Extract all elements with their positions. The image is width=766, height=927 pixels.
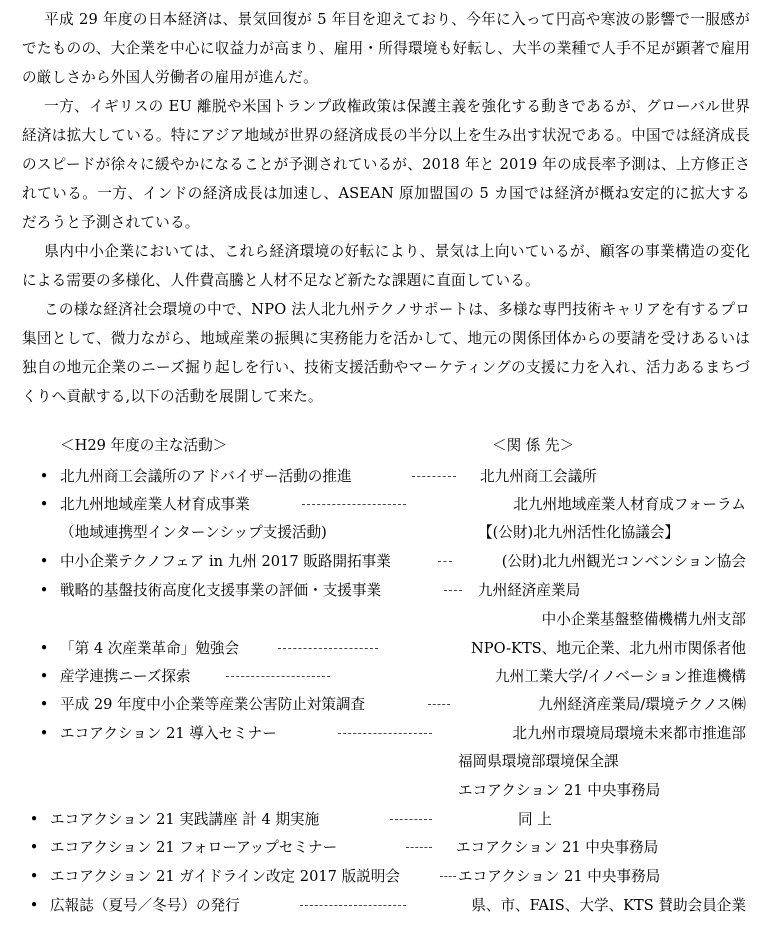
activity-label: エコアクション 21 フォローアップセミナー [50,839,338,856]
leader-dots [300,905,406,906]
activity-row [0,462,766,491]
activity-label: 中小企業テクノフェア in 九州 2017 販路開拓事業 [60,553,391,570]
activity-row [0,805,766,834]
activity-row [0,605,766,634]
partner-label: 北九州地域産業人材育成フォーラム [513,496,746,513]
activity-label: 北九州地域産業人材育成事業 [60,496,250,513]
leader-dots [428,704,450,705]
leader-dots [338,733,432,734]
bullet-icon: • [39,582,49,599]
activity-label: 戦略的基盤技術高度化支援事業の評価・支援事業 [60,582,382,599]
bullet-icon: • [39,696,49,713]
partners-header: ＜関 係 先＞ [492,437,575,454]
intro-paragraph-2: 一方、イギリスの EU 離脱や米国トランプ政権政策は保護主義を強化する動きであるが、グローバル世界経済は拡大している。特にアジア地域が世界の経済成長の半分以上を生み出す状況である。中国では経済成長のスピードが徐々に緩やかになることが予測されているが、2018 年と 2019 年の成長率予測は、上方修正されている。一方、インドの経済成長は加速し、ASEAN 原加盟国の 5 カ国では経済が概ね安定的に拡大するだろうと予測されている。 [22,98,750,231]
leader-dots [406,847,432,848]
partner-label: 北九州商工会議所 [480,468,597,485]
bullet-icon: • [39,496,49,513]
activity-row [0,547,766,576]
activity-row [0,690,766,719]
activity-label: エコアクション 21 実践講座 計 4 期実施 [50,811,320,828]
activity-row [0,490,766,519]
partner-label: エコアクション 21 中央事務局 [456,839,659,856]
bullet-icon: • [39,668,49,685]
partner-label: 北九州市環境局環境未来都市推進部 [512,725,746,742]
partner-label: 九州経済産業局 [478,582,581,599]
activity-row [0,634,766,663]
leader-dots [444,590,462,591]
bullet-icon: • [29,839,39,856]
activity-label: エコアクション 21 導入セミナー [60,725,277,742]
partner-label: 福岡県環境部環境保全課 [458,753,619,770]
activity-label: 平成 29 年度中小企業等産業公害防止対策調査 [60,696,366,713]
activity-row [0,776,766,805]
bullet-icon: • [29,868,39,885]
partner-label: 中小企業基盤整備機構九州支部 [541,611,746,628]
activity-row [0,862,766,891]
bullet-icon: • [39,640,49,657]
bullet-icon: • [39,468,49,485]
intro-paragraph-1: 平成 29 年度の日本経済は、景気回復が 5 年目を迎えており、今年に入って円高や寒波の影響で一服感がでたものの、大企業を中心に収益力が高まり、雇用・所得環境も好転し、大半の業種で人手不足が顕著で雇用の厳しさから外国人労働者の雇用が進んだ。 [22,11,750,86]
leader-dots [226,676,330,677]
leader-dots [440,876,456,877]
activity-row [0,576,766,605]
leader-dots [302,504,406,505]
activity-row [0,747,766,776]
intro-paragraph-3: 県内中小企業においては、これら経済環境の好転により、景気は上向いているが、顧客の事業構造の変化による需要の多様化、人件費高騰と人材不足など新たな課題に直面している。 [22,243,750,289]
activity-row [0,833,766,862]
leader-dots [278,648,378,649]
activity-label: 北九州商工会議所のアドバイザー活動の推進 [60,468,352,485]
partner-label: 九州経済産業局/環境テクノス㈱ [538,696,746,713]
leader-dots [412,476,456,477]
activity-row [0,662,766,691]
partner-label: 九州工業大学/イノベーション推進機構 [495,668,746,685]
leader-dots [438,561,452,562]
bullet-icon: • [29,811,39,828]
activity-label: 産学連携ニーズ探索 [60,668,191,685]
bullet-icon: • [39,725,49,742]
bullet-icon: • [39,553,49,570]
activity-label: エコアクション 21 ガイドライン改定 2017 版説明会 [50,868,400,885]
activity-label: （地域連携型インターンシップ支援活動) [60,524,327,541]
activity-row [0,518,766,547]
activity-row [0,891,766,920]
partner-label: 県、市、FAIS、大学、KTS 賛助会員企業 [471,897,746,914]
bullet-icon: • [29,897,39,914]
partner-label: 【(公財)北九州活性化協議会】 [478,524,680,541]
partner-label: (公財)北九州観光コンベンション協会 [501,553,746,570]
activities-header: ＜H29 年度の主な活動＞ [60,437,228,454]
partner-label: NPO-KTS、地元企業、北九州市関係者他 [471,640,746,657]
leader-dots [390,819,432,820]
activity-label: 「第 4 次産業革命」勉強会 [60,640,240,657]
activity-label: 広報誌（夏号／冬号）の発行 [50,897,240,914]
intro-paragraph-4: この様な経済社会環境の中で、NPO 法人北九州テクノサポートは、多様な専門技術キャリアを有するプロ集団として、微力ながら、地域産業の振興に実務能力を活かして、地元の関係団体からの要請を受けあるいは独自の地元企業のニーズ掘り起しを行い、技術支援活動やマーケティングの支援に力を入れ、活力あるまちづくりへ貢献する,以下の活動を展開して来た。 [22,301,750,405]
partner-label: エコアクション 21 中央事務局 [458,868,661,885]
activity-row [0,719,766,748]
partner-label: 同 上 [518,811,552,828]
partner-label: エコアクション 21 中央事務局 [458,782,661,799]
